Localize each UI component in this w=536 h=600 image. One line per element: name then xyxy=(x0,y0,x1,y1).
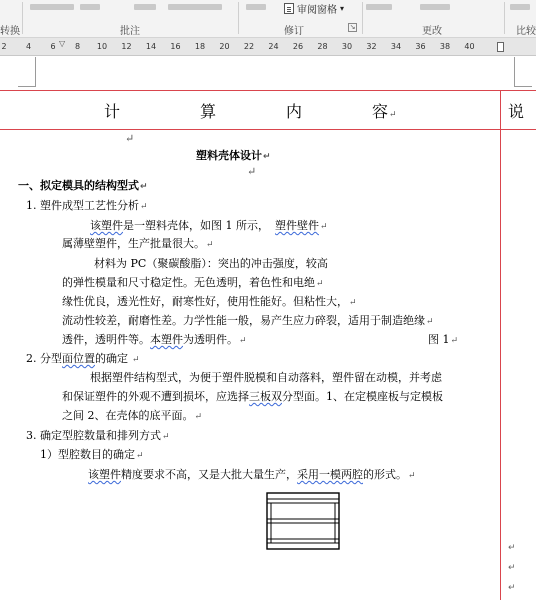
paragraph-mark-icon: ↵ xyxy=(408,471,416,481)
para-2-line-3: 缘性优良，透光性好，耐寒性好，使用性能好。但粘性大，↵ xyxy=(62,295,357,308)
paragraph-mark-icon: ↵ xyxy=(206,240,214,250)
ribbon-control-partial[interactable] xyxy=(134,4,156,10)
margin-corner-mark xyxy=(514,57,532,87)
paragraph-mark-icon: ↵ xyxy=(508,563,516,573)
paragraph-mark-icon: ↵ xyxy=(140,182,148,192)
paragraph-mark-icon: ↵ xyxy=(194,412,203,422)
ribbon-separator xyxy=(504,2,505,34)
header-char: 容↵ xyxy=(372,102,397,121)
para-3-line-2: 和保证塑件的外观不遭到损坏，应选择三板双分型面。1、在定模座板与定模板 xyxy=(62,390,443,403)
table-border-header-bottom xyxy=(0,129,536,130)
para-4-line-1: 该塑件精度要求不高，又是大批大量生产，采用一模两腔的形式。↵ xyxy=(88,468,416,481)
paragraph-mark-icon: ↵ xyxy=(316,279,324,289)
ruler-tick-label: 8 xyxy=(74,42,81,51)
paragraph-mark-icon: ↵ xyxy=(239,336,247,346)
ruler-tick-label: 12 xyxy=(121,42,132,51)
group-label-annotation: 批注 xyxy=(120,26,140,37)
ruler-tick-label: 6 xyxy=(50,42,56,51)
paragraph-mark-icon: ↵ xyxy=(136,451,144,461)
ruler-tick-label: 20 xyxy=(219,42,230,51)
paragraph-mark-icon: ↵ xyxy=(132,355,140,365)
paragraph-mark-icon: ↵ xyxy=(263,152,271,162)
ruler-tick-label: 24 xyxy=(268,42,279,51)
para-2-line-5: 透件，透明件等。本塑件为透明件。↵ xyxy=(62,333,247,346)
header-char-right: 说 xyxy=(508,102,525,121)
paragraph-mark-icon: ↵ xyxy=(125,132,135,145)
para-2-line-2: 的弹性模量和尺寸稳定性。无色透明，着色性和电绝↵ xyxy=(62,276,324,289)
ruler-tick-label: 30 xyxy=(341,42,353,51)
ribbon-separator xyxy=(238,2,239,34)
subsection-1: 1. 塑件成型工艺性分析↵ xyxy=(26,199,148,212)
horizontal-ruler[interactable] xyxy=(0,38,536,56)
ruler-tick-label: 36 xyxy=(415,42,426,51)
doc-title: 塑料壳体设计↵ xyxy=(196,149,271,162)
para-1-line-2: 属薄壁塑件，生产批量很大。↵ xyxy=(62,237,214,250)
ruler-tick-label: 38 xyxy=(439,42,451,51)
paragraph-mark-icon: ↵ xyxy=(320,222,328,232)
para-2-line-1: 材料为 PC（聚碳酸脂）：突出的冲击强度，较高 xyxy=(94,257,328,270)
ribbon-control-partial[interactable] xyxy=(420,4,450,10)
paragraph-mark-icon: ↵ xyxy=(508,543,516,553)
ribbon xyxy=(0,0,536,38)
ruler-tick-label: 40 xyxy=(464,42,475,51)
group-label-changes: 更改 xyxy=(422,26,442,37)
subsection-2: 2. 分型面位置的确定 ↵ xyxy=(26,352,140,365)
ruler-tick-label: 14 xyxy=(145,42,157,51)
paragraph-mark-icon: ↵ xyxy=(349,298,357,308)
header-char: 内 xyxy=(286,102,303,121)
group-label-convert: 转换 xyxy=(0,26,20,37)
para-2-line-4: 流动性较差，耐磨性差。力学性能一般，易产生应力碎裂，适用于制造绝缘↵ xyxy=(62,314,434,327)
ruler-tick-label: 16 xyxy=(170,42,181,51)
first-line-indent-icon[interactable]: ▽ xyxy=(59,39,66,48)
ruler-tick-label: 18 xyxy=(194,42,206,51)
ribbon-control-partial[interactable] xyxy=(510,4,530,10)
subsection-3: 3. 确定型腔数量和排列方式↵ xyxy=(26,429,170,442)
figure-caption-inline: 图 1↵ xyxy=(428,333,459,346)
ribbon-control-partial[interactable] xyxy=(366,4,392,10)
ribbon-separator xyxy=(362,2,363,34)
group-label-revision: 修订 xyxy=(284,26,304,37)
paragraph-mark-icon: ↵ xyxy=(389,110,397,120)
group-label-compare: 比较 xyxy=(516,26,536,37)
section-heading-1: 一、拟定模具的结构型式↵ xyxy=(18,179,148,192)
ribbon-control-partial[interactable] xyxy=(30,4,74,10)
paragraph-mark-icon: ↵ xyxy=(140,202,148,212)
paragraph-mark-icon: ↵ xyxy=(162,432,170,442)
document-page[interactable] xyxy=(0,57,536,600)
margin-corner-mark xyxy=(18,57,36,87)
table-border-top xyxy=(0,90,536,91)
ruler-tick-label: 34 xyxy=(390,42,402,51)
ribbon-control-partial[interactable] xyxy=(168,4,222,10)
paragraph-mark-icon: ↵ xyxy=(508,583,516,593)
ruler-tick-label: 2 xyxy=(1,42,7,51)
ruler-tick-label: 10 xyxy=(96,42,108,51)
dialog-launcher-icon[interactable]: ↘ xyxy=(349,23,356,31)
header-char: 算 xyxy=(200,102,217,121)
subsection-3-1: 1）型腔数目的确定↵ xyxy=(40,448,144,461)
para-1-line-1: 该塑件是一塑料壳体，如图 1 所示， 塑件壁件↵ xyxy=(90,219,328,232)
ruler-tick-label: 22 xyxy=(243,42,255,51)
ruler-tick-label: 32 xyxy=(366,42,377,51)
para-3-line-3: 之间 2、在壳体的底平面。↵ xyxy=(62,409,203,422)
paragraph-mark-icon: ↵ xyxy=(450,336,459,346)
ruler-tick-label: 26 xyxy=(292,42,304,51)
review-pane-icon xyxy=(284,3,294,14)
table-border-column xyxy=(500,90,501,600)
chevron-down-icon: ▾ xyxy=(340,3,345,13)
header-char: 计 xyxy=(104,102,121,121)
ribbon-separator xyxy=(22,2,23,34)
ribbon-control-partial[interactable] xyxy=(246,4,266,10)
right-indent-marker-icon[interactable] xyxy=(497,42,504,52)
ribbon-control-partial[interactable] xyxy=(80,4,100,10)
ruler-tick-label: 4 xyxy=(25,42,32,51)
para-3-line-1: 根据塑件结构型式，为便于塑件脱模和自动落料，塑件留在动模，并考虑 xyxy=(90,371,442,384)
ruler-tick-label: 28 xyxy=(317,42,328,51)
paragraph-mark-icon: ↵ xyxy=(247,165,257,178)
review-pane-button[interactable]: 审阅窗格 ▾ xyxy=(284,0,344,16)
figure-1-drawing[interactable] xyxy=(265,491,341,551)
paragraph-mark-icon: ↵ xyxy=(426,317,434,327)
